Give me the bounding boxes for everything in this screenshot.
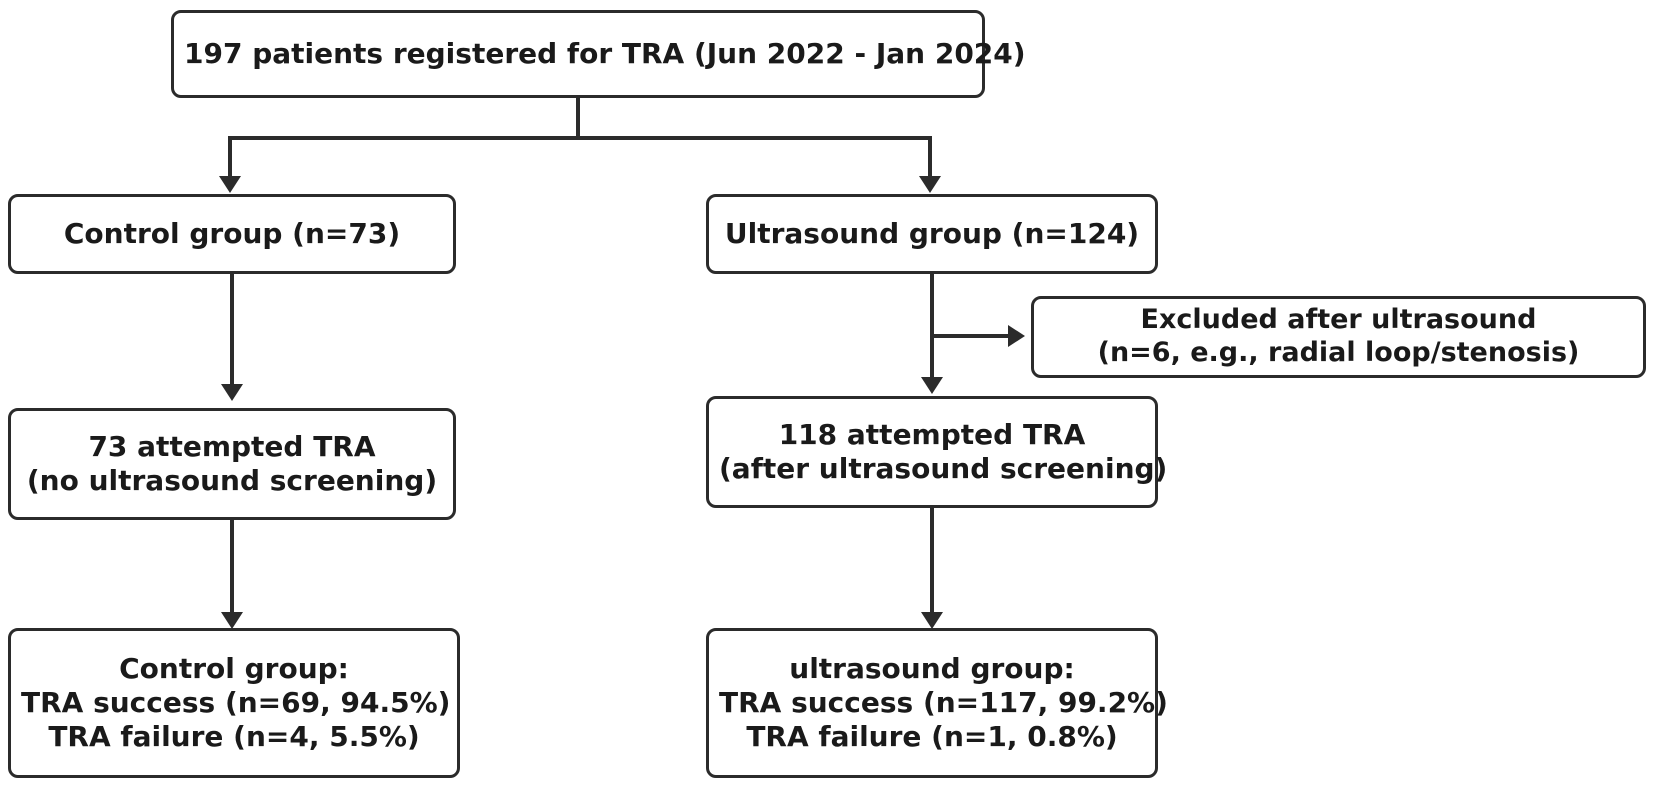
arrowhead-to-ultrasound-outcome	[921, 612, 943, 629]
arrowhead-to-control-outcome	[221, 612, 243, 629]
connector-split-left	[228, 136, 232, 181]
node-text-line: TRA failure (n=1, 0.8%)	[746, 720, 1118, 754]
connector-ultrasound-to-attempted	[930, 274, 934, 382]
connector-ultrasound-to-outcome	[930, 508, 934, 618]
node-excluded-text	[1044, 304, 1633, 370]
node-text-line: Excluded after ultrasound	[1140, 304, 1537, 336]
node-text-line: 118 attempted TRA	[778, 417, 1086, 451]
connector-branch-to-excluded	[930, 334, 1012, 338]
arrowhead-to-excluded	[1008, 325, 1025, 347]
connector-split-right	[928, 136, 932, 181]
node-text-line: Control group (n=73)	[63, 216, 401, 250]
node-ultrasound-attempted	[706, 396, 1168, 508]
node-excluded	[1031, 296, 1646, 378]
node-text-line: 197 patients registered for TRA (Jun 2022 - Jan 2024)	[184, 36, 1026, 70]
node-ultrasound-group-text	[719, 217, 1145, 251]
connector-split-horizontal	[228, 136, 932, 140]
arrowhead-to-ultrasound-group	[919, 176, 941, 193]
connector-control-to-attempted	[230, 274, 234, 389]
connector-registered-trunk	[576, 98, 580, 138]
node-control-group	[8, 194, 456, 274]
arrowhead-to-ultrasound-attempted	[921, 377, 943, 394]
node-text-line: (n=6, e.g., radial loop/stenosis)	[1097, 337, 1580, 368]
node-registered	[171, 10, 1026, 98]
node-text-line: TRA success (n=69, 94.5%)	[21, 685, 451, 719]
node-text-line: TRA success (n=117, 99.2%)	[719, 685, 1168, 719]
node-control-attempted-text	[21, 430, 443, 498]
node-text-line: (no ultrasound screening)	[26, 464, 438, 497]
node-control-outcome-text	[21, 651, 451, 754]
node-ultrasound-outcome-text	[719, 651, 1168, 754]
node-text-line: (after ultrasound screening)	[719, 452, 1168, 485]
node-ultrasound-attempted-text	[719, 417, 1168, 486]
connector-control-to-outcome	[230, 520, 234, 618]
node-ultrasound-group	[706, 194, 1158, 274]
node-text-line: 73 attempted TRA	[88, 429, 376, 463]
node-control-outcome	[8, 628, 460, 778]
node-text-line: ultrasound group:	[789, 651, 1075, 685]
node-ultrasound-outcome	[706, 628, 1168, 778]
arrowhead-to-control-group	[219, 176, 241, 193]
node-registered-text	[184, 36, 1026, 71]
node-control-group-text	[21, 217, 443, 251]
node-text-line: Ultrasound group (n=124)	[724, 216, 1140, 250]
node-text-line: TRA failure (n=4, 5.5%)	[48, 720, 420, 754]
arrowhead-to-control-attempted	[221, 384, 243, 401]
node-control-attempted	[8, 408, 456, 520]
node-text-line: Control group:	[119, 651, 349, 685]
